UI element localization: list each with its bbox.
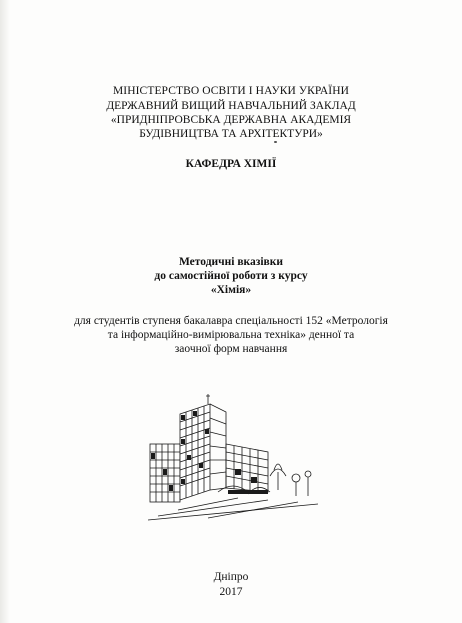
title-line-2: до самостійної роботи з курсу: [154, 270, 308, 282]
title-line-3: «Хімія»: [210, 284, 252, 296]
audience-line-3: заочної форм навчання: [174, 343, 288, 355]
department-line: КАФЕДРА ХІМІЇ: [185, 158, 277, 170]
institution-line-3: БУДІВНИЦТВА ТА АРХІТЕКТУРИ»: [139, 128, 323, 140]
year-line: 2017: [219, 586, 243, 598]
institution-line-1: ДЕРЖАВНИЙ ВИЩИЙ НАВЧАЛЬНИЙ ЗАКЛАД: [106, 100, 356, 112]
audience-line-1: для студентів ступеня бакалавра спеціальності 152 «Метрологія: [74, 315, 388, 327]
institution-heading: [0, 99, 462, 141]
city-line: Дніпро: [213, 571, 249, 583]
department-heading: [0, 157, 462, 171]
academy-building-engraving-icon: [148, 392, 318, 522]
audience-line-2: та інформаційно-вимірювальна техніка» денної та: [107, 329, 355, 341]
title-line-1: Методичні вказівки: [178, 256, 284, 268]
audience-description: [0, 314, 462, 356]
institution-line-2: «ПРИДНІПРОВСЬКА ДЕРЖАВНА АКАДЕМІЯ: [110, 114, 352, 126]
document-title: [0, 255, 462, 297]
scan-speck: [274, 141, 277, 143]
ministry-line: МІНІСТЕРСТВО ОСВІТИ І НАУКИ УКРАЇНИ: [112, 85, 350, 97]
ministry-heading: [0, 84, 462, 98]
publication-year: [0, 585, 462, 599]
publication-city: [0, 570, 462, 584]
